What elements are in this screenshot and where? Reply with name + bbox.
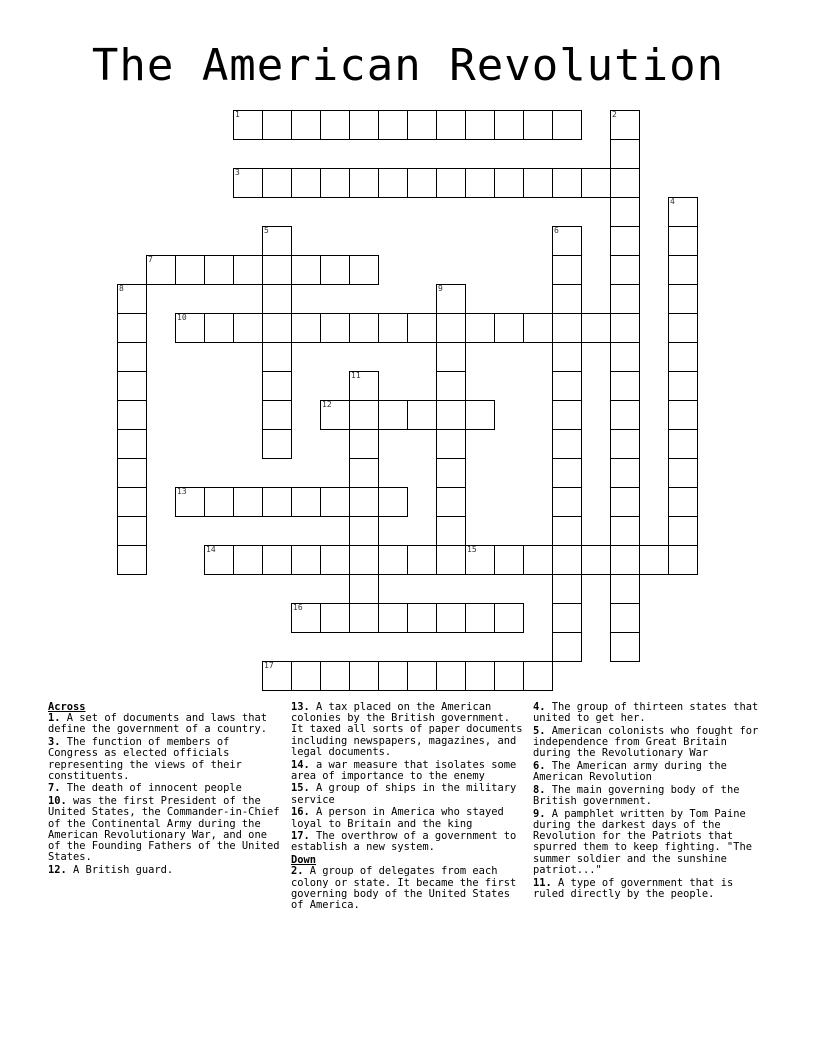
grid-cell[interactable] xyxy=(233,168,263,198)
clue-number: 17. xyxy=(291,830,310,843)
grid-cell[interactable] xyxy=(494,661,524,691)
grid-cell[interactable] xyxy=(494,603,524,633)
clue-text: A British guard. xyxy=(73,863,174,876)
grid-cell[interactable] xyxy=(465,661,495,691)
grid-cell[interactable] xyxy=(320,603,350,633)
grid-cell[interactable] xyxy=(552,603,582,633)
clue-number: 13. xyxy=(291,701,310,713)
down-heading: Down xyxy=(291,854,317,867)
grid-cell[interactable] xyxy=(291,313,321,343)
grid-cell[interactable] xyxy=(262,168,292,198)
clue-number: 14. xyxy=(291,758,310,771)
grid-cell[interactable] xyxy=(494,110,524,140)
grid-cell[interactable] xyxy=(291,545,321,575)
grid-cell[interactable] xyxy=(552,429,582,459)
grid-cell[interactable] xyxy=(262,110,292,140)
grid-cell[interactable] xyxy=(610,603,640,633)
grid-cell[interactable] xyxy=(436,400,466,430)
grid-cell[interactable] xyxy=(175,255,205,285)
grid-cell[interactable] xyxy=(407,110,437,140)
grid-cell[interactable] xyxy=(610,139,640,169)
grid-cell[interactable] xyxy=(233,313,263,343)
grid-cell[interactable] xyxy=(668,313,698,343)
grid-cell[interactable] xyxy=(117,429,147,459)
clue-across-16 xyxy=(291,807,527,829)
grid-cell[interactable] xyxy=(610,632,640,662)
grid-cell[interactable] xyxy=(175,313,205,343)
grid-cell[interactable] xyxy=(117,545,147,575)
grid-cell[interactable] xyxy=(436,284,466,314)
clue-text: A tax placed on the American colonies by the British government. It taxed all sorts of paper documents including newspapers, magazines, and legal documents. xyxy=(291,701,523,758)
grid-cell[interactable] xyxy=(349,429,379,459)
grid-cell[interactable] xyxy=(610,487,640,517)
grid-cell[interactable] xyxy=(668,342,698,372)
grid-cell[interactable] xyxy=(610,458,640,488)
grid-cell[interactable] xyxy=(668,487,698,517)
cell-number: 15 xyxy=(467,545,477,554)
grid-cell[interactable] xyxy=(349,110,379,140)
clue-number: 11. xyxy=(533,876,552,889)
grid-cell[interactable] xyxy=(262,661,292,691)
grid-cell[interactable] xyxy=(233,487,263,517)
grid-cell[interactable] xyxy=(552,313,582,343)
grid-cell[interactable] xyxy=(204,545,234,575)
grid-cell[interactable] xyxy=(668,284,698,314)
grid-cell[interactable] xyxy=(146,255,176,285)
clue-text: a war measure that isolates some area of importance to the enemy xyxy=(291,758,517,782)
grid-cell[interactable] xyxy=(494,545,524,575)
grid-cell[interactable] xyxy=(610,429,640,459)
grid-cell[interactable] xyxy=(552,284,582,314)
grid-cell[interactable] xyxy=(610,197,640,227)
grid-cell[interactable] xyxy=(407,661,437,691)
clue-across-7 xyxy=(48,783,284,794)
clue-number: 8. xyxy=(533,783,546,796)
clue-across-14 xyxy=(291,760,527,782)
grid-cell[interactable] xyxy=(262,284,292,314)
grid-cell[interactable] xyxy=(552,632,582,662)
grid-cell[interactable] xyxy=(610,226,640,256)
clue-text: A group of ships in the military service xyxy=(291,782,517,806)
grid-cell[interactable] xyxy=(291,603,321,633)
clue-text: The overthrow of a government to establish a new system. xyxy=(291,830,517,854)
grid-cell[interactable] xyxy=(349,545,379,575)
grid-cell[interactable] xyxy=(523,545,553,575)
grid-cell[interactable] xyxy=(349,574,379,604)
clue-across-17 xyxy=(291,831,527,853)
grid-cell[interactable] xyxy=(117,371,147,401)
grid-cell[interactable] xyxy=(378,545,408,575)
grid-cell[interactable] xyxy=(523,110,553,140)
grid-cell[interactable] xyxy=(610,400,640,430)
grid-cell[interactable] xyxy=(407,168,437,198)
grid-cell[interactable] xyxy=(436,110,466,140)
grid-cell[interactable] xyxy=(436,545,466,575)
clue-text: The function of members of Congress as elected officials representing the views of their constituents. xyxy=(48,736,242,782)
grid-cell[interactable] xyxy=(436,487,466,517)
grid-cell[interactable] xyxy=(262,255,292,285)
grid-cell[interactable] xyxy=(117,516,147,546)
grid-cell[interactable] xyxy=(291,661,321,691)
grid-cell[interactable] xyxy=(349,255,379,285)
grid-cell[interactable] xyxy=(320,168,350,198)
grid-cell[interactable] xyxy=(436,516,466,546)
grid-cell[interactable] xyxy=(610,574,640,604)
grid-cell[interactable] xyxy=(378,661,408,691)
clue-number: 12. xyxy=(48,863,67,876)
grid-cell[interactable] xyxy=(436,603,466,633)
grid-cell[interactable] xyxy=(204,255,234,285)
clue-number: 4. xyxy=(533,701,546,713)
grid-cell[interactable] xyxy=(204,487,234,517)
grid-cell[interactable] xyxy=(262,400,292,430)
grid-cell[interactable] xyxy=(378,400,408,430)
grid-cell[interactable] xyxy=(668,429,698,459)
grid-cell[interactable] xyxy=(668,255,698,285)
cell-number: 4 xyxy=(670,197,675,206)
grid-cell[interactable] xyxy=(668,400,698,430)
cell-number: 11 xyxy=(351,371,361,380)
grid-cell[interactable] xyxy=(610,516,640,546)
grid-cell[interactable] xyxy=(436,168,466,198)
grid-cell[interactable] xyxy=(436,371,466,401)
cell-number: 6 xyxy=(554,226,559,235)
grid-cell[interactable] xyxy=(610,110,640,140)
clue-number: 9. xyxy=(533,807,546,820)
grid-cell[interactable] xyxy=(581,545,611,575)
clue-across-1 xyxy=(48,713,284,735)
cell-number: 10 xyxy=(177,313,187,322)
grid-cell[interactable] xyxy=(407,313,437,343)
grid-cell[interactable] xyxy=(610,284,640,314)
clue-text: A group of delegates from each colony or state. It became the first governing body of the United States of America. xyxy=(291,865,517,911)
grid-cell[interactable] xyxy=(349,487,379,517)
clue-number: 10. xyxy=(48,795,67,808)
grid-cell[interactable] xyxy=(581,168,611,198)
grid-cell[interactable] xyxy=(407,545,437,575)
grid-cell[interactable] xyxy=(117,487,147,517)
grid-cell[interactable] xyxy=(436,458,466,488)
clue-text: The main governing body of the British government. xyxy=(533,783,740,808)
clue-across-3 xyxy=(48,737,284,782)
grid-cell[interactable] xyxy=(117,284,147,314)
grid-cell[interactable] xyxy=(523,661,553,691)
grid-cell[interactable] xyxy=(465,168,495,198)
clue-text: A type of government that is ruled directly by the people. xyxy=(533,876,734,900)
grid-cell[interactable] xyxy=(262,429,292,459)
grid-cell[interactable] xyxy=(436,429,466,459)
cell-number: 17 xyxy=(264,661,274,670)
clues-column-3 xyxy=(533,702,769,901)
grid-cell[interactable] xyxy=(523,313,553,343)
clue-down-5 xyxy=(533,726,769,760)
grid-cell[interactable] xyxy=(668,226,698,256)
grid-cell[interactable] xyxy=(349,168,379,198)
grid-cell[interactable] xyxy=(378,313,408,343)
grid-cell[interactable] xyxy=(320,545,350,575)
grid-cell[interactable] xyxy=(465,313,495,343)
grid-cell[interactable] xyxy=(349,661,379,691)
clue-text: The American army during the American Revolution xyxy=(533,760,727,784)
clue-down-8 xyxy=(533,785,769,807)
cell-number: 9 xyxy=(438,284,443,293)
grid-cell[interactable] xyxy=(349,603,379,633)
grid-cell[interactable] xyxy=(175,487,205,517)
cell-number: 1 xyxy=(235,110,240,119)
grid-cell[interactable] xyxy=(291,168,321,198)
clue-number: 1. xyxy=(48,712,61,725)
grid-cell[interactable] xyxy=(378,168,408,198)
clue-text: was the first President of the United States, the Commander-in-Chief of the Continental Army during the American Revolutionary War, and one of the Founding Fathers of the United States. xyxy=(48,795,280,864)
grid-cell[interactable] xyxy=(262,342,292,372)
grid-cell[interactable] xyxy=(320,400,350,430)
grid-cell[interactable] xyxy=(610,371,640,401)
grid-cell[interactable] xyxy=(494,313,524,343)
grid-cell[interactable] xyxy=(378,603,408,633)
grid-cell[interactable] xyxy=(552,226,582,256)
grid-cell[interactable] xyxy=(262,226,292,256)
clue-text: A set of documents and laws that define the government of a country. xyxy=(48,712,267,736)
grid-cell[interactable] xyxy=(117,458,147,488)
clue-number: 15. xyxy=(291,782,310,795)
clue-text: American colonists who fought for independence from Great Britain during the Revolutionary War xyxy=(533,724,759,760)
grid-cell[interactable] xyxy=(378,110,408,140)
grid-cell[interactable] xyxy=(581,313,611,343)
cell-number: 13 xyxy=(177,487,187,496)
grid-cell[interactable] xyxy=(552,342,582,372)
cell-number: 3 xyxy=(235,168,240,177)
grid-cell[interactable] xyxy=(523,168,553,198)
grid-cell[interactable] xyxy=(117,313,147,343)
grid-cell[interactable] xyxy=(320,110,350,140)
clue-down-9 xyxy=(533,809,769,876)
grid-cell[interactable] xyxy=(610,545,640,575)
grid-cell[interactable] xyxy=(117,342,147,372)
clue-across-15 xyxy=(291,783,527,805)
clue-text: The group of thirteen states that united to get her. xyxy=(533,701,759,725)
grid-cell[interactable] xyxy=(378,487,408,517)
grid-cell[interactable] xyxy=(552,110,582,140)
clue-across-12 xyxy=(48,865,284,876)
clue-down-6 xyxy=(533,761,769,783)
clue-down-4 xyxy=(533,702,769,724)
cell-number: 2 xyxy=(612,110,617,119)
grid-cell[interactable] xyxy=(668,197,698,227)
cell-number: 8 xyxy=(119,284,124,293)
grid-cell[interactable] xyxy=(465,545,495,575)
grid-cell[interactable] xyxy=(233,255,263,285)
clue-text: A person in America who stayed loyal to Britain and the king xyxy=(291,806,504,830)
clue-across-13 xyxy=(291,702,527,758)
grid-cell[interactable] xyxy=(204,313,234,343)
grid-cell[interactable] xyxy=(494,168,524,198)
grid-cell[interactable] xyxy=(291,255,321,285)
clue-number: 3. xyxy=(48,736,61,749)
cell-number: 16 xyxy=(293,603,303,612)
cell-number: 5 xyxy=(264,226,269,235)
grid-cell[interactable] xyxy=(407,400,437,430)
grid-cell[interactable] xyxy=(610,255,640,285)
grid-cell[interactable] xyxy=(233,110,263,140)
cell-number: 7 xyxy=(148,255,153,264)
grid-cell[interactable] xyxy=(552,574,582,604)
grid-cell[interactable] xyxy=(668,371,698,401)
grid-cell[interactable] xyxy=(552,168,582,198)
grid-cell[interactable] xyxy=(552,545,582,575)
grid-cell[interactable] xyxy=(639,545,669,575)
grid-cell[interactable] xyxy=(552,458,582,488)
grid-cell[interactable] xyxy=(349,313,379,343)
grid-cell[interactable] xyxy=(610,313,640,343)
grid-cell[interactable] xyxy=(233,545,263,575)
grid-cell[interactable] xyxy=(349,400,379,430)
grid-cell[interactable] xyxy=(262,313,292,343)
grid-cell[interactable] xyxy=(262,371,292,401)
grid-cell[interactable] xyxy=(436,661,466,691)
cell-number: 14 xyxy=(206,545,216,554)
grid-cell[interactable] xyxy=(349,516,379,546)
grid-cell[interactable] xyxy=(610,168,640,198)
clue-number: 7. xyxy=(48,782,61,795)
grid-cell[interactable] xyxy=(465,110,495,140)
grid-cell[interactable] xyxy=(465,603,495,633)
clue-number: 5. xyxy=(533,724,546,737)
grid-cell[interactable] xyxy=(349,371,379,401)
grid-cell[interactable] xyxy=(436,313,466,343)
grid-cell[interactable] xyxy=(610,342,640,372)
clue-number: 16. xyxy=(291,806,310,819)
grid-cell[interactable] xyxy=(320,661,350,691)
grid-cell[interactable] xyxy=(552,487,582,517)
cell-number: 12 xyxy=(322,400,332,409)
clue-across-10 xyxy=(48,796,284,863)
grid-cell[interactable] xyxy=(668,458,698,488)
grid-cell[interactable] xyxy=(552,371,582,401)
grid-cell[interactable] xyxy=(117,400,147,430)
grid-cell[interactable] xyxy=(668,516,698,546)
clue-number: 2. xyxy=(291,865,304,878)
clue-down-11 xyxy=(533,878,769,900)
grid-cell[interactable] xyxy=(320,487,350,517)
grid-cell[interactable] xyxy=(552,255,582,285)
clue-down-2 xyxy=(291,866,527,911)
grid-cell[interactable] xyxy=(291,487,321,517)
clue-text: The death of innocent people xyxy=(66,782,242,795)
grid-cell[interactable] xyxy=(320,313,350,343)
grid-cell[interactable] xyxy=(320,255,350,285)
grid-cell[interactable] xyxy=(262,545,292,575)
grid-cell[interactable] xyxy=(552,516,582,546)
puzzle-title: The American Revolution xyxy=(91,40,725,91)
grid-cell[interactable] xyxy=(407,603,437,633)
grid-cell[interactable] xyxy=(552,400,582,430)
grid-cell[interactable] xyxy=(291,110,321,140)
grid-cell[interactable] xyxy=(262,487,292,517)
grid-cell[interactable] xyxy=(465,400,495,430)
clues-column-2 xyxy=(291,702,527,913)
clue-number: 6. xyxy=(533,760,546,773)
grid-cell[interactable] xyxy=(436,342,466,372)
across-heading: Across xyxy=(48,701,86,713)
clue-text: A pamphlet written by Tom Paine during the darkest days of the Revolution for the Patriots that spurred them to keep fighting. "The summer soldier and the sunshine patriot..." xyxy=(533,807,752,876)
grid-cell[interactable] xyxy=(349,458,379,488)
grid-cell[interactable] xyxy=(668,545,698,575)
clues-column-1 xyxy=(48,702,284,878)
